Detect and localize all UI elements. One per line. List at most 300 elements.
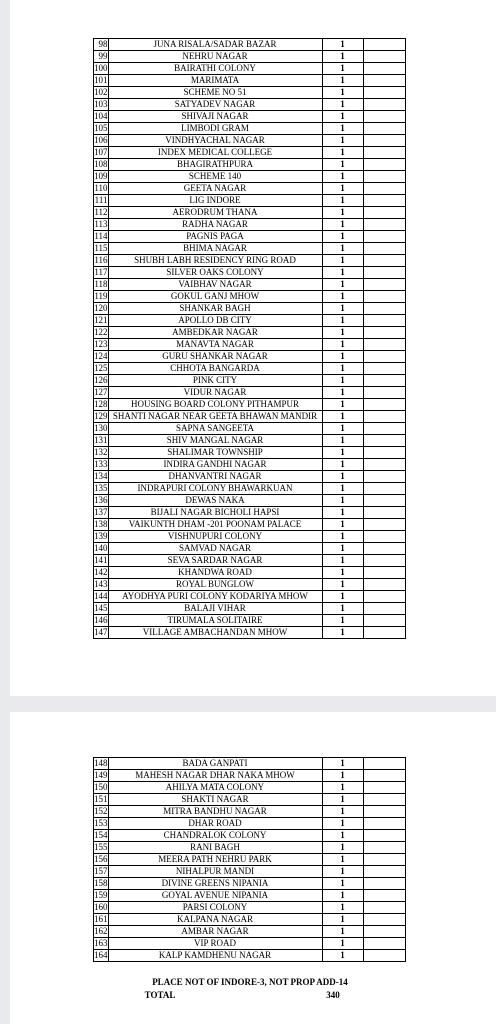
empty-cell (363, 303, 405, 315)
serial-number-cell: 101 (94, 75, 108, 85)
serial-number-cell: 162 (94, 926, 108, 936)
count-cell: 1 (322, 866, 363, 878)
table-row (94, 195, 406, 207)
locality-name-cell: INDIRA GANDHI NAGAR (108, 459, 322, 471)
locality-name-cell: VIP ROAD (108, 938, 322, 950)
serial-number-cell: 134 (94, 471, 108, 481)
count-cell: 1 (322, 555, 363, 567)
serial-number-cell: 157 (94, 866, 108, 876)
locality-name-cell: GURU SHANKAR NAGAR (108, 351, 322, 363)
table-row (94, 327, 406, 339)
locality-name-cell: AMBAR NAGAR (108, 926, 322, 938)
table-row (94, 303, 406, 315)
table-row (94, 830, 406, 842)
table-row (94, 183, 406, 195)
table-row (94, 531, 406, 543)
locality-name-cell: VAIKUNTH DHAM -201 POONAM PALACE (108, 519, 322, 531)
count-cell: 1 (322, 435, 363, 447)
table-row (94, 207, 406, 219)
locality-name-cell: INDRAPURI COLONY BHAWARKUAN (108, 483, 322, 495)
count-cell: 1 (322, 39, 363, 51)
empty-cell (363, 926, 405, 938)
locality-name-cell: BAIRATHI COLONY (108, 63, 322, 75)
table-row (94, 591, 406, 603)
count-cell: 1 (322, 279, 363, 291)
table-row (94, 471, 406, 483)
empty-cell (363, 950, 405, 962)
count-cell: 1 (322, 806, 363, 818)
count-cell: 1 (322, 459, 363, 471)
table-row (94, 519, 406, 531)
locality-name-cell: VILLAGE AMBACHANDAN MHOW (108, 627, 322, 639)
exclusion-note: PLACE NOT OF INDORE-3, NOT PROP ADD-14 (152, 977, 348, 987)
locality-name-cell: BHAGIRATHPURA (108, 159, 322, 171)
table-row (94, 938, 406, 950)
locality-name-cell: RANI BAGH (108, 842, 322, 854)
locality-table-body (94, 758, 406, 962)
serial-number-cell: 151 (94, 794, 108, 804)
count-cell: 1 (322, 243, 363, 255)
count-cell: 1 (322, 447, 363, 459)
empty-cell (363, 591, 405, 603)
table-row (94, 854, 406, 866)
count-cell: 1 (322, 579, 363, 591)
locality-name-cell: SHANTI NAGAR NEAR GEETA BHAWAN MANDIR (108, 411, 322, 423)
table-row (94, 926, 406, 938)
count-cell: 1 (322, 902, 363, 914)
count-cell: 1 (322, 123, 363, 135)
empty-cell (363, 99, 405, 111)
serial-number-cell: 116 (94, 255, 108, 265)
table-row (94, 63, 406, 75)
table-row (94, 339, 406, 351)
serial-number-cell: 132 (94, 447, 108, 457)
count-cell: 1 (322, 339, 363, 351)
serial-number-cell: 163 (94, 938, 108, 948)
empty-cell (363, 147, 405, 159)
count-cell: 1 (322, 411, 363, 423)
count-cell: 1 (322, 938, 363, 950)
count-cell: 1 (322, 830, 363, 842)
count-cell: 1 (322, 291, 363, 303)
locality-name-cell: LIMBODI GRAM (108, 123, 322, 135)
count-cell: 1 (322, 51, 363, 63)
table-row (94, 615, 406, 627)
count-cell: 1 (322, 914, 363, 926)
empty-cell (363, 854, 405, 866)
serial-number-cell: 143 (94, 579, 108, 589)
empty-cell (363, 770, 405, 782)
locality-name-cell: KALP KAMDHENU NAGAR (108, 950, 322, 962)
table-row (94, 39, 406, 51)
empty-cell (363, 914, 405, 926)
empty-cell (363, 794, 405, 806)
serial-number-cell: 155 (94, 842, 108, 852)
empty-cell (363, 171, 405, 183)
serial-number-cell: 159 (94, 890, 108, 900)
empty-cell (363, 411, 405, 423)
empty-cell (363, 818, 405, 830)
count-cell: 1 (322, 483, 363, 495)
table-row (94, 147, 406, 159)
empty-cell (363, 902, 405, 914)
empty-cell (363, 291, 405, 303)
table-row (94, 255, 406, 267)
serial-number-cell: 100 (94, 63, 108, 73)
count-cell: 1 (322, 615, 363, 627)
empty-cell (363, 363, 405, 375)
empty-cell (363, 243, 405, 255)
serial-number-cell: 149 (94, 770, 108, 780)
count-cell: 1 (322, 351, 363, 363)
locality-name-cell: MITRA BANDHU NAGAR (108, 806, 322, 818)
empty-cell (363, 375, 405, 387)
table-row (94, 567, 406, 579)
locality-table-page-2 (93, 757, 406, 962)
table-row (94, 111, 406, 123)
empty-cell (363, 159, 405, 171)
count-cell: 1 (322, 171, 363, 183)
empty-cell (363, 435, 405, 447)
table-row (94, 135, 406, 147)
table-row (94, 75, 406, 87)
serial-number-cell: 139 (94, 531, 108, 541)
locality-name-cell: SEVA SARDAR NAGAR (108, 555, 322, 567)
empty-cell (363, 387, 405, 399)
locality-name-cell: SHUBH LABH RESIDENCY RING ROAD (108, 255, 322, 267)
serial-number-cell: 126 (94, 375, 108, 385)
locality-name-cell: DEWAS NAKA (108, 495, 322, 507)
serial-number-cell: 118 (94, 279, 108, 289)
locality-name-cell: JUNA RISALA/SADAR BAZAR (108, 39, 322, 51)
table-row (94, 447, 406, 459)
locality-name-cell: TIRUMALA SOLITAIRE (108, 615, 322, 627)
table-row (94, 123, 406, 135)
table-row (94, 399, 406, 411)
empty-cell (363, 39, 405, 51)
empty-cell (363, 231, 405, 243)
table-row (94, 231, 406, 243)
empty-cell (363, 87, 405, 99)
table-row (94, 579, 406, 591)
locality-name-cell: GOKUL GANJ MHOW (108, 291, 322, 303)
serial-number-cell: 164 (94, 950, 108, 960)
locality-name-cell: AMBEDKAR NAGAR (108, 327, 322, 339)
serial-number-cell: 110 (94, 183, 108, 193)
count-cell: 1 (322, 890, 363, 902)
count-cell: 1 (322, 207, 363, 219)
table-row (94, 543, 406, 555)
table-row (94, 243, 406, 255)
count-cell: 1 (322, 63, 363, 75)
empty-cell (363, 423, 405, 435)
count-cell: 1 (322, 591, 363, 603)
serial-number-cell: 158 (94, 878, 108, 888)
locality-name-cell: MARIMATA (108, 75, 322, 87)
locality-name-cell: BADA GANPATI (108, 758, 322, 770)
locality-name-cell: AHILYA MATA COLONY (108, 782, 322, 794)
table-row (94, 483, 406, 495)
locality-name-cell: BHIMA NAGAR (108, 243, 322, 255)
empty-cell (363, 327, 405, 339)
empty-cell (363, 447, 405, 459)
locality-name-cell: MANAVTA NAGAR (108, 339, 322, 351)
locality-name-cell: SCHEME 140 (108, 171, 322, 183)
empty-cell (363, 603, 405, 615)
locality-name-cell: DHAR ROAD (108, 818, 322, 830)
empty-cell (363, 830, 405, 842)
locality-name-cell: GEETA NAGAR (108, 183, 322, 195)
empty-cell (363, 207, 405, 219)
locality-name-cell: SAPNA SANGEETA (108, 423, 322, 435)
serial-number-cell: 105 (94, 123, 108, 133)
empty-cell (363, 495, 405, 507)
serial-number-cell: 128 (94, 399, 108, 409)
locality-name-cell: SHAKTI NAGAR (108, 794, 322, 806)
table-row (94, 794, 406, 806)
empty-cell (363, 519, 405, 531)
serial-number-cell: 113 (94, 219, 108, 229)
empty-cell (363, 351, 405, 363)
count-cell: 1 (322, 111, 363, 123)
count-cell: 1 (322, 87, 363, 99)
table-row (94, 51, 406, 63)
table-row (94, 159, 406, 171)
serial-number-cell: 146 (94, 615, 108, 625)
table-row (94, 99, 406, 111)
locality-name-cell: BALAJI VIHAR (108, 603, 322, 615)
serial-number-cell: 152 (94, 806, 108, 816)
table-row (94, 459, 406, 471)
locality-name-cell: SHANKAR BAGH (108, 303, 322, 315)
empty-cell (363, 878, 405, 890)
table-row (94, 902, 406, 914)
serial-number-cell: 111 (94, 195, 108, 205)
count-cell: 1 (322, 147, 363, 159)
count-cell: 1 (322, 782, 363, 794)
table-row (94, 890, 406, 902)
table-row (94, 818, 406, 830)
serial-number-cell: 125 (94, 363, 108, 373)
empty-cell (363, 75, 405, 87)
serial-number-cell: 127 (94, 387, 108, 397)
serial-number-cell: 115 (94, 243, 108, 253)
locality-name-cell: NEHRU NAGAR (108, 51, 322, 63)
empty-cell (363, 507, 405, 519)
table-row (94, 423, 406, 435)
empty-cell (363, 51, 405, 63)
empty-cell (363, 543, 405, 555)
count-cell: 1 (322, 543, 363, 555)
empty-cell (363, 279, 405, 291)
table-row (94, 603, 406, 615)
count-cell: 1 (322, 75, 363, 87)
serial-number-cell: 108 (94, 159, 108, 169)
table-row (94, 866, 406, 878)
table-row (94, 806, 406, 818)
count-cell: 1 (322, 878, 363, 890)
count-cell: 1 (322, 842, 363, 854)
serial-number-cell: 156 (94, 854, 108, 864)
serial-number-cell: 161 (94, 914, 108, 924)
empty-cell (363, 399, 405, 411)
empty-cell (363, 111, 405, 123)
table-row (94, 555, 406, 567)
serial-number-cell: 102 (94, 87, 108, 97)
table-row (94, 435, 406, 447)
locality-name-cell: SAMVAD NAGAR (108, 543, 322, 555)
locality-name-cell: SHIVAJI NAGAR (108, 111, 322, 123)
empty-cell (363, 483, 405, 495)
serial-number-cell: 131 (94, 435, 108, 445)
count-cell: 1 (322, 950, 363, 962)
table-row (94, 171, 406, 183)
locality-name-cell: SCHEME NO 51 (108, 87, 322, 99)
count-cell: 1 (322, 770, 363, 782)
table-row (94, 375, 406, 387)
serial-number-cell: 138 (94, 519, 108, 529)
count-cell: 1 (322, 854, 363, 866)
table-row (94, 950, 406, 962)
count-cell: 1 (322, 531, 363, 543)
serial-number-cell: 141 (94, 555, 108, 565)
count-cell: 1 (322, 758, 363, 770)
document-page-2 (10, 712, 496, 1024)
table-row (94, 507, 406, 519)
table-row (94, 627, 406, 639)
count-cell: 1 (322, 794, 363, 806)
locality-name-cell: INDEX MEDICAL COLLEGE (108, 147, 322, 159)
serial-number-cell: 153 (94, 818, 108, 828)
locality-name-cell: RADHA NAGAR (108, 219, 322, 231)
table-row (94, 842, 406, 854)
locality-name-cell: DIVINE GREENS NIPANIA (108, 878, 322, 890)
locality-name-cell: PINK CITY (108, 375, 322, 387)
locality-name-cell: CHANDRALOK COLONY (108, 830, 322, 842)
locality-name-cell: SHALIMAR TOWNSHIP (108, 447, 322, 459)
serial-number-cell: 112 (94, 207, 108, 217)
count-cell: 1 (322, 99, 363, 111)
locality-name-cell: APOLLO DB CITY (108, 315, 322, 327)
total-label: TOTAL (144, 990, 176, 1000)
table-row (94, 878, 406, 890)
empty-cell (363, 267, 405, 279)
serial-number-cell: 140 (94, 543, 108, 553)
empty-cell (363, 255, 405, 267)
empty-cell (363, 866, 405, 878)
empty-cell (363, 615, 405, 627)
locality-name-cell: KHANDWA ROAD (108, 567, 322, 579)
serial-number-cell: 145 (94, 603, 108, 613)
empty-cell (363, 842, 405, 854)
count-cell: 1 (322, 231, 363, 243)
serial-number-cell: 147 (94, 627, 108, 637)
serial-number-cell: 124 (94, 351, 108, 361)
serial-number-cell: 160 (94, 902, 108, 912)
count-cell: 1 (322, 183, 363, 195)
serial-number-cell: 133 (94, 459, 108, 469)
count-cell: 1 (322, 495, 363, 507)
table-row (94, 87, 406, 99)
table-row (94, 770, 406, 782)
table-row (94, 387, 406, 399)
empty-cell (363, 579, 405, 591)
empty-cell (363, 459, 405, 471)
empty-cell (363, 195, 405, 207)
serial-number-cell: 119 (94, 291, 108, 301)
serial-number-cell: 114 (94, 231, 108, 241)
count-cell: 1 (322, 375, 363, 387)
serial-number-cell: 137 (94, 507, 108, 517)
count-cell: 1 (322, 567, 363, 579)
locality-name-cell: GOYAL AVENUE NIPANIA (108, 890, 322, 902)
count-cell: 1 (322, 363, 363, 375)
locality-name-cell: MAHESH NAGAR DHAR NAKA MHOW (108, 770, 322, 782)
locality-name-cell: HOUSING BOARD COLONY PITHAMPUR (108, 399, 322, 411)
count-cell: 1 (322, 387, 363, 399)
locality-name-cell: VISHNUPURI COLONY (108, 531, 322, 543)
count-cell: 1 (322, 315, 363, 327)
locality-name-cell: PARSI COLONY (108, 902, 322, 914)
total-value: 340 (326, 990, 340, 1000)
serial-number-cell: 122 (94, 327, 108, 337)
serial-number-cell: 98 (94, 39, 109, 51)
serial-number-cell: 136 (94, 495, 108, 505)
serial-number-cell: 120 (94, 303, 108, 313)
serial-number-cell: 130 (94, 423, 108, 433)
serial-number-cell: 109 (94, 171, 108, 181)
empty-cell (363, 531, 405, 543)
count-cell: 1 (322, 818, 363, 830)
count-cell: 1 (322, 399, 363, 411)
table-row (94, 363, 406, 375)
empty-cell (363, 890, 405, 902)
document-page-1 (10, 0, 496, 696)
locality-name-cell: KALPANA NAGAR (108, 914, 322, 926)
count-cell: 1 (322, 423, 363, 435)
serial-number-cell: 107 (94, 147, 108, 157)
serial-number-cell: 150 (94, 782, 108, 792)
count-cell: 1 (322, 267, 363, 279)
count-cell: 1 (322, 303, 363, 315)
table-row (94, 411, 406, 423)
serial-number-cell: 148 (94, 758, 108, 768)
serial-number-cell: 117 (94, 267, 108, 277)
table-row (94, 351, 406, 363)
locality-name-cell: BIJALI NAGAR BICHOLI HAPSI (108, 507, 322, 519)
table-row (94, 315, 406, 327)
locality-name-cell: ROYAL BUNGLOW (108, 579, 322, 591)
locality-name-cell: MEERA PATH NEHRU PARK (108, 854, 322, 866)
table-row (94, 219, 406, 231)
table-row (94, 782, 406, 794)
count-cell: 1 (322, 627, 363, 639)
locality-table-body (94, 39, 406, 639)
table-row (94, 291, 406, 303)
locality-name-cell: DHANVANTRI NAGAR (108, 471, 322, 483)
empty-cell (363, 938, 405, 950)
empty-cell (363, 806, 405, 818)
serial-number-cell: 106 (94, 135, 108, 145)
empty-cell (363, 471, 405, 483)
table-row (94, 267, 406, 279)
locality-name-cell: SILVER OAKS COLONY (108, 267, 322, 279)
serial-number-cell: 104 (94, 111, 108, 121)
count-cell: 1 (322, 255, 363, 267)
serial-number-cell: 142 (94, 567, 108, 577)
locality-name-cell: AERODRUM THANA (108, 207, 322, 219)
serial-number-cell: 121 (94, 315, 108, 325)
